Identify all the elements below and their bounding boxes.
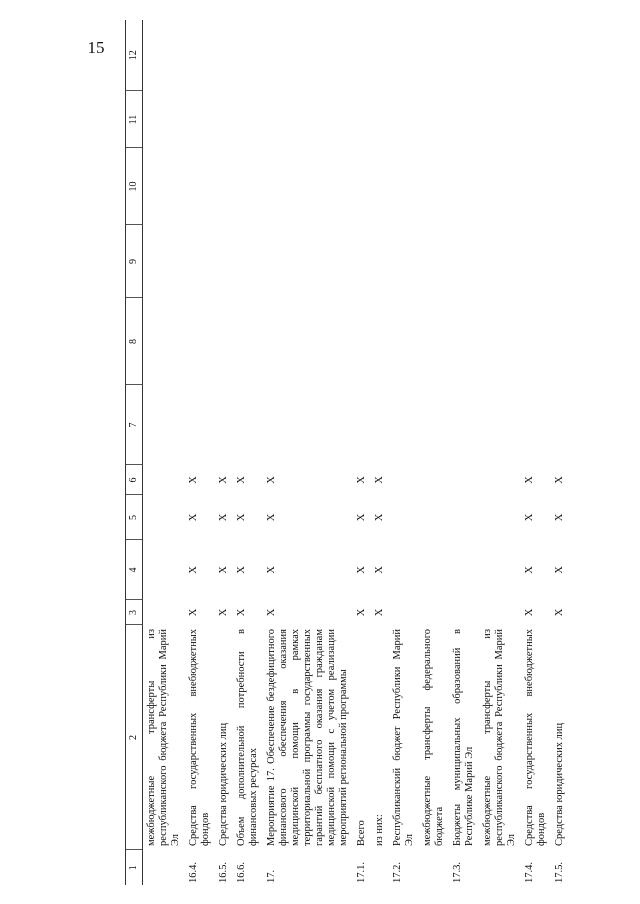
- table-cell: [479, 385, 521, 465]
- table-cell: [143, 495, 186, 540]
- row-description: межбюджетные трансферты из республиканского бюджета Республики Марий Эл: [482, 629, 517, 846]
- table-cell: [353, 20, 371, 91]
- row-number: 17.2.: [392, 862, 403, 883]
- table-row: [521, 20, 551, 885]
- table-cell: [419, 385, 449, 465]
- table-cell: [371, 225, 389, 298]
- row-number: [143, 850, 186, 885]
- table-cell: [479, 540, 521, 600]
- table-cell: [479, 20, 521, 91]
- table-cell: X: [356, 608, 367, 617]
- table-cell: [419, 91, 449, 148]
- row-description: Бюджеты муниципальных образований в Республике Марий Эл: [452, 629, 475, 846]
- row-description: из них:: [374, 814, 385, 846]
- table-cell: [389, 91, 419, 148]
- table-cell: X: [218, 513, 229, 522]
- table-cell: [389, 465, 419, 495]
- table-cell: [521, 385, 551, 465]
- table-row: [551, 20, 569, 885]
- table-cell: X: [374, 513, 385, 522]
- table-cell: [449, 91, 479, 148]
- table-cell: [371, 385, 389, 465]
- row-description: Объем дополнительной потребности в финансовых ресурсах: [236, 629, 259, 846]
- table-cell: [353, 298, 371, 385]
- table-cell: [353, 225, 371, 298]
- row-description: Мероприятие 17. Обеспечение бездефицитного финансового обеспечения оказания медицинской помощи в рамках территориальной программы государственных гарантий бесплатного оказания гражданам медицинской помощи с учетом реализации мероприятий региональной программы: [266, 629, 349, 846]
- table-cell: [371, 298, 389, 385]
- table-cell: [263, 225, 353, 298]
- table-cell: [479, 148, 521, 225]
- table-cell: [371, 148, 389, 225]
- table-cell: X: [356, 476, 367, 484]
- table-cell: [185, 298, 215, 385]
- header-cell: 12: [126, 20, 143, 91]
- table-cell: [263, 148, 353, 225]
- table-row: [371, 20, 389, 885]
- table-cell: [143, 91, 186, 148]
- table-cell: [143, 20, 186, 91]
- table-cell: [389, 385, 419, 465]
- table-cell: [419, 465, 449, 495]
- table-cell: X: [356, 513, 367, 522]
- table-row: [143, 20, 186, 885]
- table-cell: [185, 91, 215, 148]
- table-cell: [185, 20, 215, 91]
- header-cell: 8: [126, 298, 143, 385]
- table-cell: [215, 385, 233, 465]
- table-row: [233, 20, 263, 885]
- row-description: Средства государственных внебюджетных фондов: [188, 629, 211, 846]
- table-cell: [263, 298, 353, 385]
- table-cell: [449, 495, 479, 540]
- header-cell: 9: [126, 225, 143, 298]
- table-cell: X: [236, 608, 247, 617]
- table-cell: X: [374, 608, 385, 617]
- table-row: [419, 20, 449, 885]
- table-cell: X: [524, 476, 535, 484]
- table-cell: X: [374, 476, 385, 484]
- row-description: Средства государственных внебюджетных фондов: [524, 629, 547, 846]
- budget-table: [125, 20, 569, 885]
- table-cell: [551, 298, 569, 385]
- table-cell: X: [188, 566, 199, 574]
- header-cell: 4: [126, 540, 143, 600]
- header-cell: 3: [126, 600, 143, 625]
- table-cell: X: [524, 566, 535, 574]
- header-cell: 11: [126, 91, 143, 148]
- table-cell: X: [236, 476, 247, 484]
- table-row: [353, 20, 371, 885]
- table-cell: [449, 600, 479, 625]
- row-number: 16.5.: [218, 862, 229, 883]
- table-cell: [449, 540, 479, 600]
- table-cell: [371, 20, 389, 91]
- table-cell: [353, 148, 371, 225]
- table-cell: [215, 20, 233, 91]
- table-cell: [479, 600, 521, 625]
- table-cell: X: [554, 513, 565, 522]
- table-cell: [551, 20, 569, 91]
- table-cell: [521, 148, 551, 225]
- header-cell: 6: [126, 465, 143, 495]
- table-cell: [449, 385, 479, 465]
- table-cell: [449, 225, 479, 298]
- table-cell: [143, 600, 186, 625]
- table-cell: X: [218, 608, 229, 617]
- table-cell: [521, 225, 551, 298]
- table-cell: [263, 91, 353, 148]
- table-cell: [389, 540, 419, 600]
- header-cell: 7: [126, 385, 143, 465]
- table-cell: X: [218, 476, 229, 484]
- table-cell: [419, 148, 449, 225]
- table-cell: [479, 298, 521, 385]
- table-cell: [143, 148, 186, 225]
- table-cell: [551, 225, 569, 298]
- table-cell: [419, 298, 449, 385]
- table-cell: X: [554, 566, 565, 574]
- table-cell: X: [266, 566, 277, 574]
- table-cell: [143, 385, 186, 465]
- table-cell: X: [356, 566, 367, 574]
- table-cell: [143, 298, 186, 385]
- table-cell: [521, 20, 551, 91]
- table-cell: [389, 148, 419, 225]
- row-description: Республиканский бюджет Республики Марий Эл: [392, 629, 415, 846]
- table-cell: [551, 148, 569, 225]
- table-row: [215, 20, 233, 885]
- row-number: 17.4.: [524, 862, 535, 883]
- table-cell: [551, 91, 569, 148]
- table-cell: [419, 20, 449, 91]
- row-number: [479, 850, 521, 885]
- table-cell: [185, 225, 215, 298]
- table-cell: [419, 540, 449, 600]
- table-cell: [479, 495, 521, 540]
- table-cell: [185, 148, 215, 225]
- table-cell: [143, 540, 186, 600]
- header-cell: 1: [126, 850, 143, 885]
- row-description: Средства юридических лиц: [554, 722, 565, 846]
- table-cell: [233, 20, 263, 91]
- header-cell: 5: [126, 495, 143, 540]
- row-number: 17.3.: [452, 862, 463, 883]
- table-cell: [185, 385, 215, 465]
- row-number: 16.6.: [236, 862, 247, 883]
- table-cell: X: [218, 566, 229, 574]
- row-number: 17.: [266, 869, 277, 883]
- table-cell: [551, 385, 569, 465]
- table-cell: [449, 20, 479, 91]
- table-cell: X: [266, 476, 277, 484]
- table-cell: X: [554, 608, 565, 617]
- table-cell: X: [188, 608, 199, 617]
- table-cell: [479, 91, 521, 148]
- row-number: [419, 850, 449, 885]
- table-cell: [449, 465, 479, 495]
- table-cell: [371, 91, 389, 148]
- table-cell: [521, 91, 551, 148]
- table-row: [449, 20, 479, 885]
- row-number: 16.4.: [188, 862, 199, 883]
- row-description: межбюджетные трансферты федерального бюджета: [422, 629, 445, 846]
- table-cell: [215, 225, 233, 298]
- table-cell: [449, 148, 479, 225]
- table-cell: [389, 20, 419, 91]
- table-cell: X: [524, 513, 535, 522]
- table-cell: [233, 148, 263, 225]
- table-cell: [143, 225, 186, 298]
- table-row: [479, 20, 521, 885]
- table-cell: [419, 600, 449, 625]
- row-number: 17.5.: [554, 862, 565, 883]
- row-number: 17.1.: [356, 862, 367, 883]
- table-cell: [233, 91, 263, 148]
- table-cell: [233, 298, 263, 385]
- table-cell: [389, 225, 419, 298]
- table-cell: X: [524, 608, 535, 617]
- table-cell: X: [188, 513, 199, 522]
- table-cell: X: [554, 476, 565, 484]
- table-cell: X: [374, 566, 385, 574]
- table-row: [185, 20, 215, 885]
- rotated-table-container: [125, 40, 637, 885]
- row-description: Всего: [356, 820, 367, 846]
- table-cell: [263, 385, 353, 465]
- header-cell: 2: [126, 625, 143, 850]
- table-cell: [479, 465, 521, 495]
- row-description: Средства юридических лиц: [218, 722, 229, 846]
- table-cell: [263, 20, 353, 91]
- table-cell: [419, 495, 449, 540]
- table-cell: X: [266, 608, 277, 617]
- table-cell: [353, 91, 371, 148]
- header-row: [126, 20, 143, 885]
- table-cell: [479, 225, 521, 298]
- page-number: 15: [87, 38, 105, 57]
- table-cell: [389, 495, 419, 540]
- table-cell: X: [236, 513, 247, 522]
- table-cell: [215, 148, 233, 225]
- table-cell: X: [266, 513, 277, 522]
- table-cell: X: [188, 476, 199, 484]
- table-cell: [521, 298, 551, 385]
- table-cell: [215, 91, 233, 148]
- table-cell: [233, 225, 263, 298]
- header-cell: 10: [126, 148, 143, 225]
- table-cell: [389, 600, 419, 625]
- table-cell: [449, 298, 479, 385]
- table-cell: [389, 298, 419, 385]
- table-cell: X: [236, 566, 247, 574]
- row-description: межбюджетные трансферты из республиканского бюджета Республики Марий Эл: [146, 629, 181, 846]
- table-cell: [353, 385, 371, 465]
- table-row: [389, 20, 419, 885]
- table-cell: [233, 385, 263, 465]
- table-cell: [143, 465, 186, 495]
- row-number: [371, 850, 389, 885]
- table-cell: [419, 225, 449, 298]
- table-row: [263, 20, 353, 885]
- table-cell: [215, 298, 233, 385]
